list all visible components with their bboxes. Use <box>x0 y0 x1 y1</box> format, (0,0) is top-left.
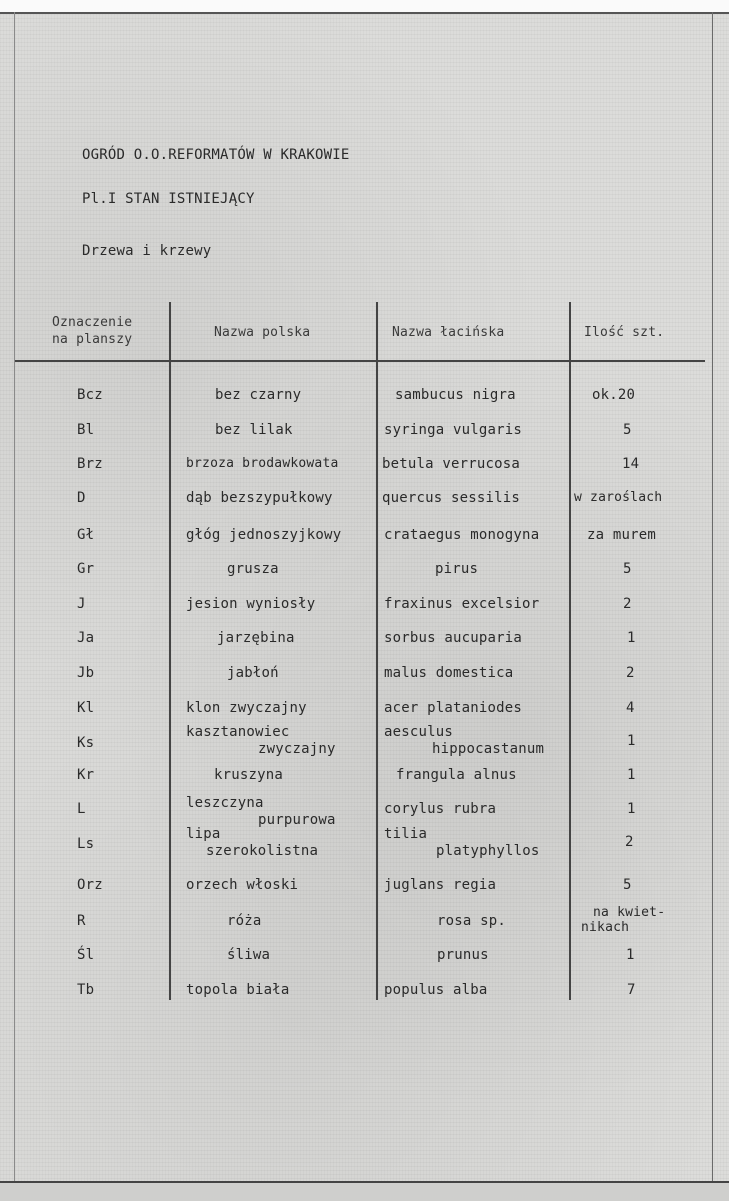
row-latin-name: acer plataniodes <box>384 700 523 716</box>
row-latin-name: sambucus nigra <box>395 387 516 403</box>
row-count: 2 <box>623 596 632 612</box>
row-polish-name: bez czarny <box>215 387 302 403</box>
row-count: ok.20 <box>592 387 636 403</box>
row-latin-name: populus alba <box>384 982 488 998</box>
row-polish-name: kasztanowiec zwyczajny <box>186 724 336 757</box>
row-count: 1 <box>627 801 636 817</box>
row-count: 2 <box>625 834 634 850</box>
row-latin-name: malus domestica <box>384 665 514 681</box>
section-heading: Drzewa i krzewy <box>82 243 212 259</box>
row-latin-name: crataegus monogyna <box>384 527 540 543</box>
row-code: J <box>77 596 86 612</box>
row-code: Jb <box>77 665 95 681</box>
row-code: Kl <box>77 700 95 716</box>
row-count: 1 <box>627 630 636 646</box>
row-code: R <box>77 913 86 929</box>
row-code: Śl <box>77 947 95 963</box>
row-polish-name: jesion wyniosły <box>186 596 316 612</box>
row-polish-name: grusza <box>227 561 279 577</box>
row-polish-name: klon zwyczajny <box>186 700 307 716</box>
scan-top-edge <box>0 0 729 14</box>
row-latin-name: frangula alnus <box>396 767 517 783</box>
table-divider-3 <box>569 302 571 1000</box>
row-code: Tb <box>77 982 95 998</box>
row-count: 2 <box>626 665 635 681</box>
row-code: Bl <box>77 422 95 438</box>
row-latin-name: sorbus aucuparia <box>384 630 523 646</box>
row-polish-name: lipa szerokolistna <box>186 826 319 859</box>
row-latin-name: betula verrucosa <box>382 456 521 472</box>
row-code: Ks <box>77 735 95 751</box>
row-polish-name: jarzębina <box>217 630 295 646</box>
document-title: OGRÓD O.O.REFORMATÓW W KRAKOWIE <box>82 147 350 163</box>
row-latin-name: quercus sessilis <box>382 490 521 506</box>
header-rule <box>15 360 705 362</box>
scan-bottom-edge <box>0 1181 729 1201</box>
row-polish-name: głóg jednoszyjkowy <box>186 527 342 543</box>
row-count: 14 <box>622 456 640 472</box>
row-code: L <box>77 801 86 817</box>
row-polish-name: śliwa <box>227 947 271 963</box>
row-code: D <box>77 490 86 506</box>
header-code: Oznaczenie na planszy <box>52 315 133 347</box>
row-count: za murem <box>587 527 657 543</box>
header-count: Ilość szt. <box>584 325 665 340</box>
row-count: 5 <box>623 877 632 893</box>
row-count: 4 <box>626 700 635 716</box>
row-latin-name: fraxinus excelsior <box>384 596 540 612</box>
row-latin-name: tilia platyphyllos <box>384 826 540 859</box>
header-latin-name: Nazwa łacińska <box>392 325 505 340</box>
row-polish-name: bez lilak <box>215 422 293 438</box>
row-code: Gł <box>77 527 95 543</box>
row-latin-name: syringa vulgaris <box>384 422 523 438</box>
row-code: Orz <box>77 877 103 893</box>
row-latin-name: corylus rubra <box>384 801 497 817</box>
row-code: Bcz <box>77 387 103 403</box>
row-polish-name: kruszyna <box>214 767 284 783</box>
scan-right-border <box>712 12 713 1182</box>
scan-left-border <box>14 12 15 1182</box>
row-polish-name: orzech włoski <box>186 877 299 893</box>
row-latin-name: aesculus hippocastanum <box>384 724 545 757</box>
document-subtitle: Pl.I STAN ISTNIEJĄCY <box>82 191 255 207</box>
table-divider-1 <box>169 302 171 1000</box>
row-latin-name: rosa sp. <box>437 913 507 929</box>
row-polish-name: leszczyna purpurowa <box>186 795 336 828</box>
row-code: Gr <box>77 561 95 577</box>
row-count: 1 <box>627 733 636 749</box>
row-count: 1 <box>626 947 635 963</box>
row-count: 5 <box>623 561 632 577</box>
row-latin-name: prunus <box>437 947 489 963</box>
row-polish-name: róża <box>227 913 262 929</box>
row-polish-name: brzoza brodawkowata <box>186 456 339 471</box>
row-count: na kwiet- nikach <box>581 905 666 935</box>
row-count: w zaroślach <box>574 490 663 505</box>
row-code: Ls <box>77 836 95 852</box>
row-count: 5 <box>623 422 632 438</box>
table-divider-2 <box>376 302 378 1000</box>
row-polish-name: topola biała <box>186 982 290 998</box>
row-latin-name: juglans regia <box>384 877 497 893</box>
row-code: Brz <box>77 456 103 472</box>
row-code: Kr <box>77 767 95 783</box>
row-count: 7 <box>627 982 636 998</box>
row-code: Ja <box>77 630 95 646</box>
row-polish-name: jabłoń <box>227 665 279 681</box>
row-latin-name: pirus <box>435 561 479 577</box>
row-polish-name: dąb bezszypułkowy <box>186 490 333 506</box>
row-count: 1 <box>627 767 636 783</box>
header-polish-name: Nazwa polska <box>214 325 311 340</box>
